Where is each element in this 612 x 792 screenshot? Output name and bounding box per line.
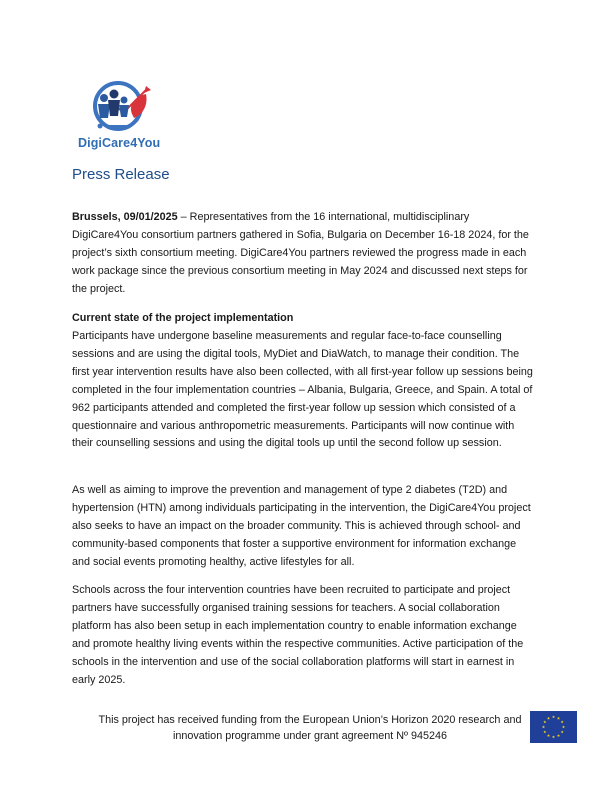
intro-text: – Representatives from the 16 international, multidisciplinary DigiCare4You consortium partners gathered in Sofia, Bulgaria on December 16-18 2024, for the project’s sixth consortium meeting. DigiCare4You partners reviewed the progress made in each work package since the previous consortium meeting in May 2024 and discussed next steps for the project. xyxy=(72,211,529,295)
body-paragraph: Participants have undergone baseline measurements and regular face-to-face counselling sessions and are using the digital tools, MyDiet and DiaWatch, to manage their condition. The first year intervention results have also been collected, with all first-year follow up sessions being completed in the four implementation countries – Albania, Bulgaria, Greece, and Spain. A total of 962 participants attended and completed the first-year follow up session which consisted of a questionnaire and various anthropometric measurements. Participants will now continue with their counselling sessions and using the digital tools up until the second follow up session. xyxy=(72,330,533,450)
section-heading: Current state of the project implementation xyxy=(72,312,294,324)
eu-flag-icon xyxy=(530,711,577,743)
logo-text: DigiCare4You xyxy=(78,136,161,150)
body-paragraph: As well as aiming to improve the prevention and management of type 2 diabetes (T2D) and hypertension (HTN) among individuals participating in the intervention, the DigiCare4You project also seeks to have an impact on the broader community. This is achieved through school- and community-based components that foster a supportive environment for information exchange and social events promoting healthy, active lifestyles for all. xyxy=(72,484,531,568)
document-type: Press Release xyxy=(72,166,170,183)
intro-paragraph xyxy=(72,209,534,299)
dateline: Brussels, 09/01/2025 xyxy=(72,211,178,223)
body-paragraph: Schools across the four intervention countries have been recruited to participate and project partners have successfully organised training sessions for teachers. A social collaboration platform has also been setup in each implementation country to enable information exchange and promote healthy living events within the respective communities. Active participation of the schools in the intervention and use of the social collaboration platforms will start in earnest in early 2025. xyxy=(72,584,524,686)
funding-statement: This project has received funding from the European Union’s Horizon 2020 research and innovation programme under grant agreement Nº 945246 xyxy=(98,714,522,742)
